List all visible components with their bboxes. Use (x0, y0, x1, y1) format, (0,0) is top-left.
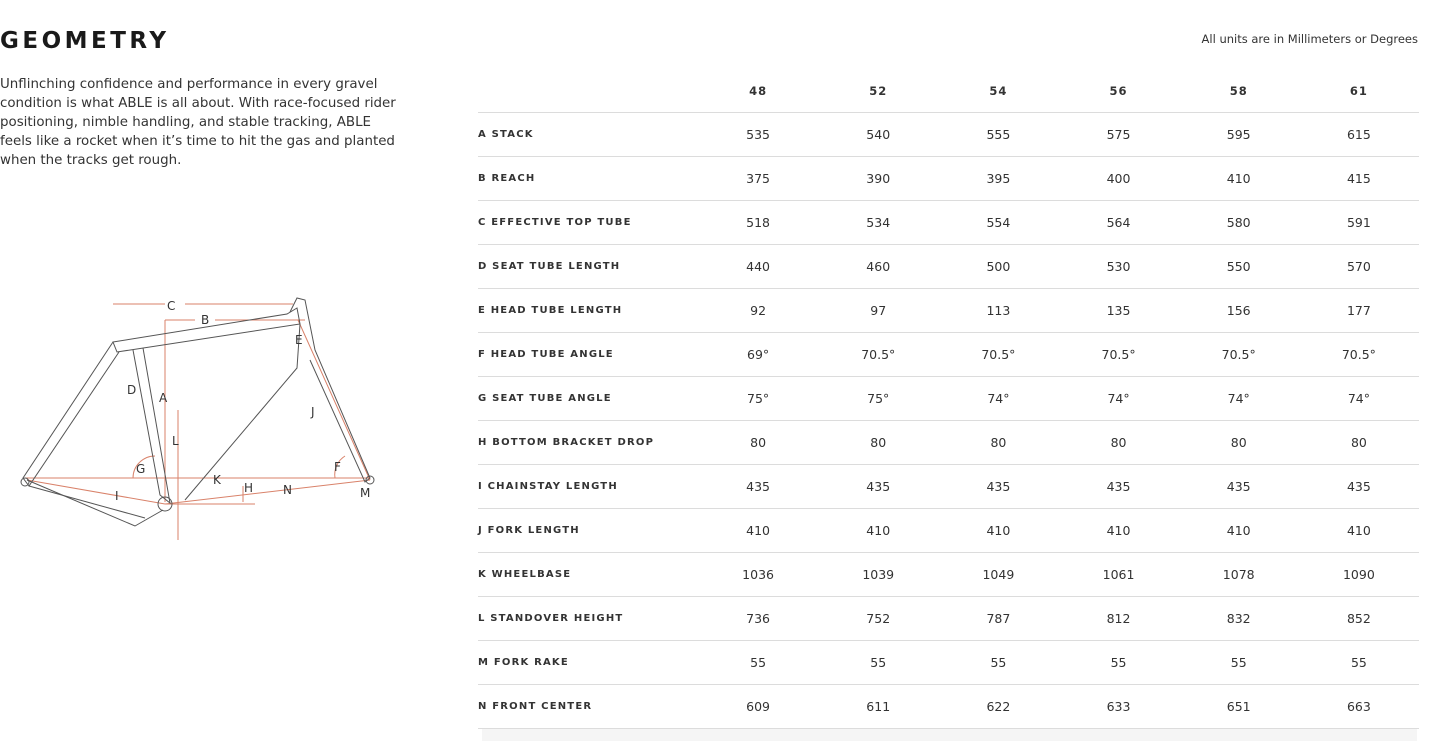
table-cell: 135 (1058, 289, 1178, 333)
size-header: 54 (938, 70, 1058, 113)
table-cell: 75° (818, 377, 938, 421)
table-cell: 440 (698, 245, 818, 289)
table-row (478, 421, 1419, 465)
table-cell: 55 (1179, 641, 1299, 685)
table-row (478, 157, 1419, 201)
table-row (478, 201, 1419, 245)
table-cell: 651 (1179, 685, 1299, 729)
table-cell: 1039 (818, 553, 938, 597)
row-label: D SEAT TUBE LENGTH (478, 245, 698, 289)
table-cell: 410 (698, 509, 818, 553)
table-row (478, 377, 1419, 421)
row-label: L STANDOVER HEIGHT (478, 597, 698, 641)
table-cell: 92 (698, 289, 818, 333)
row-label: H BOTTOM BRACKET DROP (478, 421, 698, 465)
row-label: K WHEELBASE (478, 553, 698, 597)
table-cell: 564 (1058, 201, 1178, 245)
size-header: 52 (818, 70, 938, 113)
table-cell: 1061 (1058, 553, 1178, 597)
table-cell: 410 (1299, 509, 1419, 553)
table-cell: 435 (818, 465, 938, 509)
table-cell: 80 (1058, 421, 1178, 465)
row-label: M FORK RAKE (478, 641, 698, 685)
table-row (478, 553, 1419, 597)
table-cell: 80 (938, 421, 1058, 465)
table-cell: 395 (938, 157, 1058, 201)
row-label: F HEAD TUBE ANGLE (478, 333, 698, 377)
table-cell: 1090 (1299, 553, 1419, 597)
table-cell: 156 (1179, 289, 1299, 333)
table-cell: 435 (1179, 465, 1299, 509)
size-header: 61 (1299, 70, 1419, 113)
table-cell: 518 (698, 201, 818, 245)
table-cell: 736 (698, 597, 818, 641)
bike-frame (21, 298, 374, 526)
table-cell: 555 (938, 113, 1058, 157)
page-title: GEOMETRY (0, 28, 170, 54)
table-cell: 75° (698, 377, 818, 421)
table-cell: 415 (1299, 157, 1419, 201)
table-cell: 69° (698, 333, 818, 377)
diagram-label-h: H (244, 481, 254, 495)
table-cell: 97 (818, 289, 938, 333)
table-cell: 410 (1179, 157, 1299, 201)
table-cell: 435 (1299, 465, 1419, 509)
table-cell: 460 (818, 245, 938, 289)
table-row (478, 289, 1419, 333)
table-cell: 375 (698, 157, 818, 201)
table-cell: 534 (818, 201, 938, 245)
table-footer-bar (482, 729, 1417, 741)
table-cell: 633 (1058, 685, 1178, 729)
table-row (478, 641, 1419, 685)
table-row (478, 333, 1419, 377)
table-cell: 530 (1058, 245, 1178, 289)
table-cell: 550 (1179, 245, 1299, 289)
table-cell: 500 (938, 245, 1058, 289)
diagram-label-k: K (213, 473, 221, 487)
diagram-label-c: C (167, 299, 176, 313)
diagram-label-a: A (159, 391, 168, 405)
table-cell: 74° (1299, 377, 1419, 421)
table-cell: 663 (1299, 685, 1419, 729)
table-cell: 70.5° (1179, 333, 1299, 377)
table-cell: 591 (1299, 201, 1419, 245)
table-cell: 390 (818, 157, 938, 201)
table-cell: 80 (1299, 421, 1419, 465)
table-cell: 80 (818, 421, 938, 465)
row-label: J FORK LENGTH (478, 509, 698, 553)
diagram-label-j: J (311, 405, 315, 419)
table-cell: 80 (698, 421, 818, 465)
diagram-label-l: L (172, 434, 179, 448)
table-cell: 595 (1179, 113, 1299, 157)
diagram-label-e: E (295, 333, 303, 347)
table-cell: 55 (698, 641, 818, 685)
size-header: 48 (698, 70, 818, 113)
row-label: B REACH (478, 157, 698, 201)
table-cell: 832 (1179, 597, 1299, 641)
table-cell: 410 (818, 509, 938, 553)
diagram-label-m: M (360, 486, 371, 500)
table-cell: 615 (1299, 113, 1419, 157)
row-label: A STACK (478, 113, 698, 157)
table-cell: 622 (938, 685, 1058, 729)
table-row (478, 113, 1419, 157)
row-label: C EFFECTIVE TOP TUBE (478, 201, 698, 245)
table-cell: 540 (818, 113, 938, 157)
table-cell: 435 (1058, 465, 1178, 509)
table-cell: 852 (1299, 597, 1419, 641)
table-cell: 609 (698, 685, 818, 729)
table-cell: 400 (1058, 157, 1178, 201)
table-cell: 575 (1058, 113, 1178, 157)
table-cell: 74° (1058, 377, 1178, 421)
table-cell: 177 (1299, 289, 1419, 333)
table-cell: 410 (938, 509, 1058, 553)
table-cell: 1049 (938, 553, 1058, 597)
geometry-table (478, 70, 1419, 729)
table-cell: 70.5° (1299, 333, 1419, 377)
table-cell: 535 (698, 113, 818, 157)
table-cell: 435 (938, 465, 1058, 509)
table-cell: 55 (938, 641, 1058, 685)
table-cell: 113 (938, 289, 1058, 333)
table-cell: 74° (938, 377, 1058, 421)
table-cell: 752 (818, 597, 938, 641)
table-cell: 812 (1058, 597, 1178, 641)
diagram-labels (115, 299, 370, 503)
table-cell: 410 (1179, 509, 1299, 553)
table-cell: 74° (1179, 377, 1299, 421)
diagram-label-g: G (136, 462, 146, 476)
diagram-label-i: I (115, 489, 119, 503)
table-cell: 570 (1299, 245, 1419, 289)
table-cell: 611 (818, 685, 938, 729)
table-cell: 580 (1179, 201, 1299, 245)
table-cell: 787 (938, 597, 1058, 641)
size-header: 56 (1058, 70, 1178, 113)
diagram-label-f: F (334, 460, 341, 474)
table-cell: 1078 (1179, 553, 1299, 597)
diagram-label-d: D (127, 383, 137, 397)
table-cell: 55 (1299, 641, 1419, 685)
row-label: G SEAT TUBE ANGLE (478, 377, 698, 421)
table-cell: 55 (818, 641, 938, 685)
diagram-label-b: B (201, 313, 210, 327)
table-cell: 80 (1179, 421, 1299, 465)
row-label: N FRONT CENTER (478, 685, 698, 729)
table-header-row (478, 70, 1419, 113)
row-label: I CHAINSTAY LENGTH (478, 465, 698, 509)
header-label-cell (478, 70, 698, 113)
table-row (478, 597, 1419, 641)
row-label: E HEAD TUBE LENGTH (478, 289, 698, 333)
table-row (478, 509, 1419, 553)
table-cell: 70.5° (1058, 333, 1178, 377)
table-cell: 55 (1058, 641, 1178, 685)
table-cell: 70.5° (818, 333, 938, 377)
table-cell: 435 (698, 465, 818, 509)
table-row (478, 245, 1419, 289)
geometry-diagram (15, 290, 385, 545)
diagram-label-n: N (283, 483, 292, 497)
table-row (478, 685, 1419, 729)
units-note: All units are in Millimeters or Degrees (1201, 32, 1418, 46)
table-cell: 410 (1058, 509, 1178, 553)
table-cell: 554 (938, 201, 1058, 245)
description: Unflinching confidence and performance in every gravel condition is what ABLE is all about. With race-focused rider positioning, nimble handling, and stable tracking, ABLE feels like a rocket when it’s time to hit the gas and planted when the tracks get rough. (0, 77, 396, 168)
table-cell: 1036 (698, 553, 818, 597)
table-row (478, 465, 1419, 509)
table-cell: 70.5° (938, 333, 1058, 377)
size-header: 58 (1179, 70, 1299, 113)
